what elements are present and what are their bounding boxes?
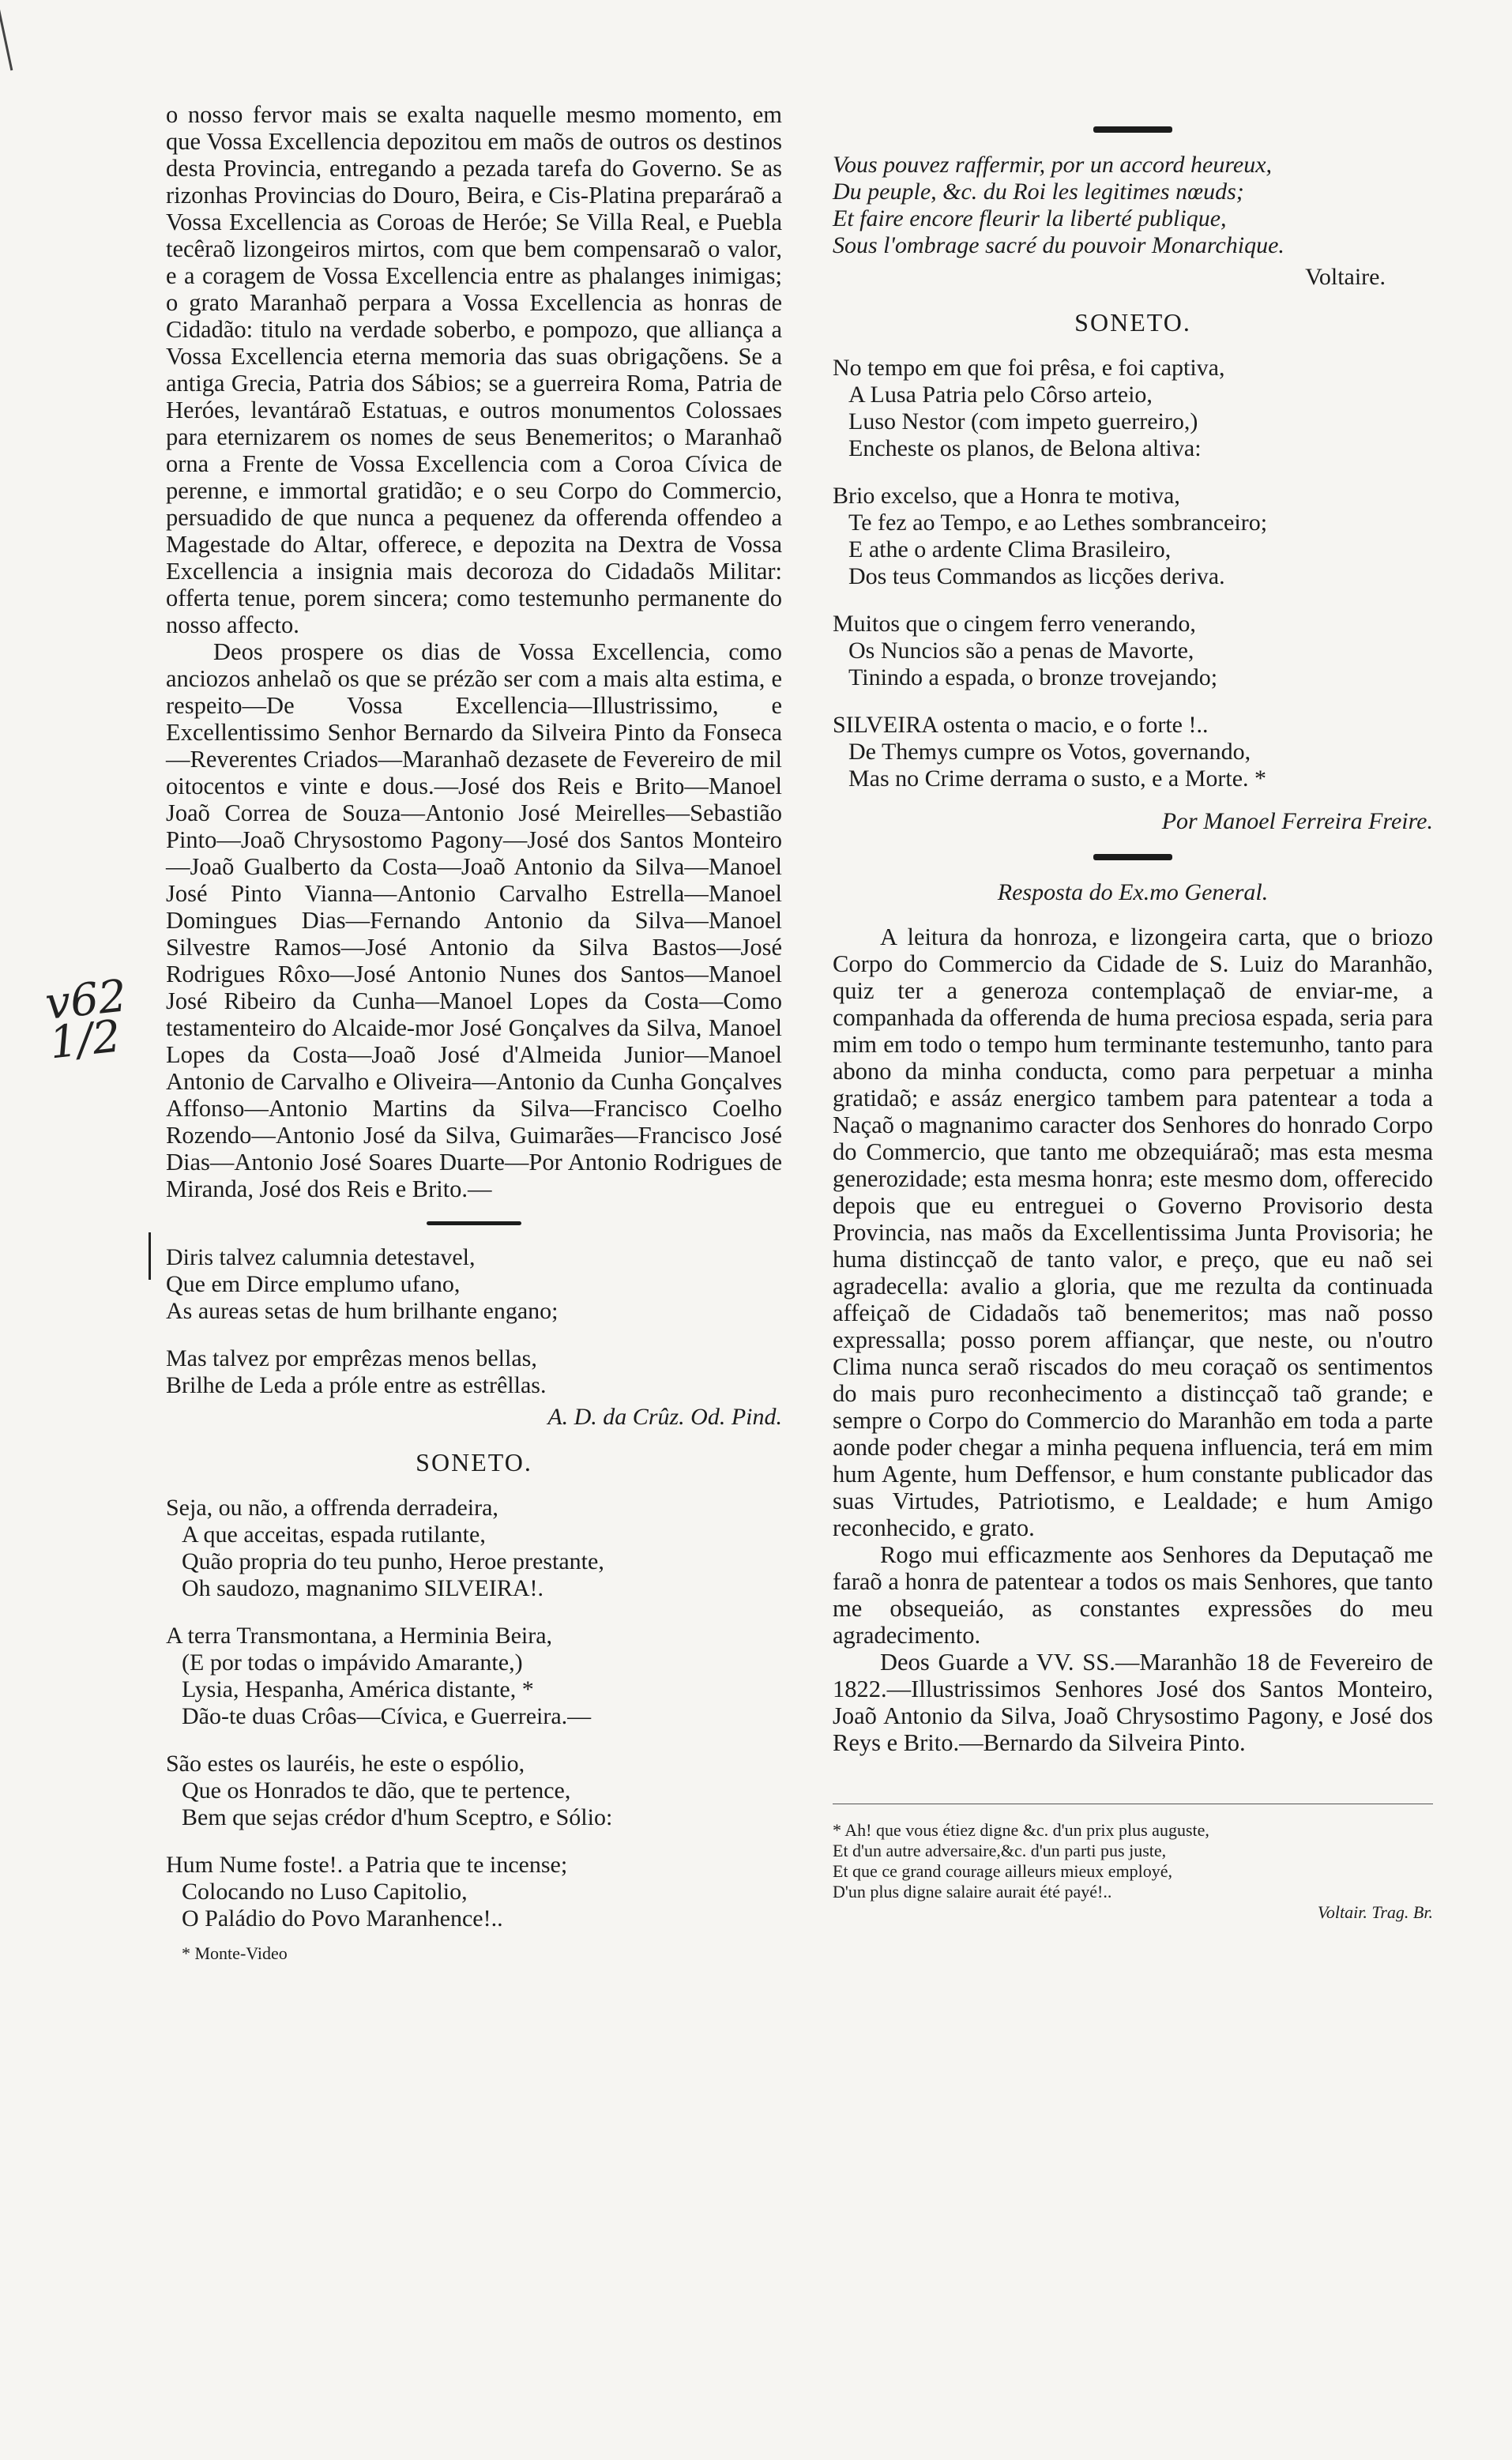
poem-stanza [166, 1345, 782, 1399]
verse-line: Os Nuncios são a penas de Mavorte, [848, 638, 1194, 664]
soneto-stanza [166, 1751, 782, 1831]
soneto-heading: SONETO. [416, 1448, 532, 1476]
verse-line: De Themys cumpre os Votos, governando, [848, 739, 1251, 765]
verse-line: (E por todas o impávido Amarante,) [182, 1649, 523, 1676]
verse-line: Dão-te duas Crôas—Cívica, e Guerreira.— [182, 1703, 592, 1729]
french-epigraph [833, 152, 1433, 259]
verse-line: E athe o ardente Clima Brasileiro, [848, 536, 1172, 562]
epigraph-attribution: Voltaire. [1305, 264, 1386, 290]
verse-line: Et faire encore fleurir la liberté publique, [833, 205, 1227, 231]
verse-line: A Lusa Patria pelo Côrso arteio, [848, 382, 1153, 408]
right-column [833, 152, 1433, 1923]
verse-line: SILVEIRA ostenta o macio, e o forte !.. [833, 712, 1209, 738]
resposta-heading: Resposta do Ex.mo General. [997, 879, 1269, 905]
footnote-line: * Ah! que vous étiez digne &c. d'un prix plus auguste, [833, 1820, 1209, 1840]
soneto-attribution: Por Manoel Ferreira Freire. [1161, 808, 1433, 834]
left-prose [166, 101, 782, 1202]
soneto-stanza [833, 712, 1433, 792]
verse-line: Hum Nume foste!. a Patria que te incense; [166, 1852, 568, 1878]
soneto-stanza [833, 355, 1433, 462]
soneto-stanza [833, 483, 1433, 590]
footnote-line: Et que ce grand courage ailleurs mieux employé, [833, 1861, 1173, 1881]
poem-stanza [166, 1244, 782, 1325]
page-edge-mark [0, 1, 13, 71]
section-divider [1093, 854, 1172, 860]
verse-line: Sous l'ombrage sacré du pouvoir Monarchique. [833, 232, 1284, 258]
verse-line: Que os Honrados te dão, que te pertence, [182, 1777, 571, 1804]
verse-line: Mas talvez por emprêzas menos bellas, [166, 1345, 537, 1371]
verse-line: Seja, ou não, a offrenda derradeira, [166, 1495, 498, 1521]
verse-line: No tempo em que foi prêsa, e foi captiva, [833, 355, 1225, 381]
verse-line: Muitos que o cingem ferro venerando, [833, 611, 1196, 637]
verse-line: Quão propria do teu punho, Heroe prestante, [182, 1548, 604, 1574]
verse-line: Brio excelso, que a Honra te motiva, [833, 483, 1180, 509]
verse-line: Mas no Crime derrama o susto, e a Morte. * [848, 765, 1267, 792]
verse-line: Vous pouvez raffermir, por un accord heureux, [833, 152, 1273, 178]
verse-line: Luso Nestor (com impeto guerreiro,) [848, 408, 1198, 434]
verse-line: Bem que sejas crédor d'hum Sceptro, e Sólio: [182, 1804, 613, 1830]
poem-attribution: A. D. da Crûz. Od. Pind. [547, 1404, 782, 1430]
soneto-stanza [166, 1623, 782, 1730]
verse-line: A terra Transmontana, a Herminia Beira, [166, 1623, 553, 1649]
footnote-line: D'un plus digne salaire aurait été payé!.. [833, 1882, 1112, 1901]
footnote-attribution: Voltair. Trag. Br. [1317, 1902, 1433, 1922]
verse-line: Que em Dirce emplumo ufano, [166, 1271, 461, 1297]
handwritten-margin-note: v62 1/2 [43, 970, 130, 1070]
section-divider [427, 1221, 521, 1225]
section-divider [1093, 126, 1172, 133]
verse-line: Brilhe de Leda a próle entre as estrêllas. [166, 1372, 547, 1398]
footnote: * Monte-Video [182, 1943, 288, 1963]
verse-line: Diris talvez calumnia detestavel, [166, 1244, 476, 1270]
soneto-stanza [166, 1495, 782, 1602]
verse-line: Dos teus Commandos as licções deriva. [848, 563, 1225, 589]
footnote-line: Et d'un autre adversaire,&c. d'un parti pus juste, [833, 1841, 1167, 1860]
verse-line: Oh saudozo, magnanimo SILVEIRA!. [182, 1575, 543, 1601]
resposta-signoff: Deos Guarde a VV. SS.—Maranhão 18 de Fevereiro de 1822.—Illustrissimos Senhores José dos Santos Monteiro, Joaõ Antonio da Silva, Joaõ Chrysostimo Pagony, e José dos Reys e Brito.—Bernardo da Silveira Pinto. [833, 1649, 1433, 1756]
verse-line: A que acceitas, espada rutilante, [182, 1522, 486, 1548]
resposta-prose [833, 923, 1433, 1756]
soneto-stanza [833, 611, 1433, 691]
resposta-paragraph: A leitura da honroza, e lizongeira carta, que o briozo Corpo do Commercio da Cidade de S. Luiz do Maranhão, quiz ter a generoza contemplaçaõ de enviar-me, a companhada da offerenda de huma preciosa espada, seria para mim em todo o tempo hum terminante testemunho, tanto para abono da minha conducta, como para perpetuar a minha gratidaõ; e assáz energico tambem para patentear a toda a Naçaõ o magnanimo caracter dos Senhores do honrado Corpo do Commercio, que tanto me obzequiáraõ; mas esta mesma generozidade; esta mesma honra; este mesmo dom, offerecido depois que eu entreguei o Governo Provisorio desta Provincia, nas maõs da Excellentissima Junta Provisoria; he huma distincçaõ de tanto valor, e preço, que eu naõ sei agradecella: avalio a gloria, que me rezulta da continuada affeiçaõ de Cidadaõs taõ benemeritos; mas naõ posso expressalla; posso porem affiançar, que neste, ou n'outro Clima nunca seraõ riscados do meu coraçaõ os sentimentos do mais puro reconhecimento a distincçaõ taõ grande; e sempre o Corpo do Commercio do Maranhão em toda a parte aonde poder chegar a minha pequena influencia, terá em mim hum Agente, hum Deffensor, e hum constante publicador das suas Virtudes, Patriotismo, e Lealdade; e hum Amigo reconhecido, e grato. [833, 923, 1433, 1541]
soneto-stanza [166, 1852, 782, 1932]
verse-line: Te fez ao Tempo, e ao Lethes sombranceiro; [848, 510, 1268, 536]
address-paragraph: o nosso fervor mais se exalta naquelle mesmo momento, em que Vossa Excellencia depozitou em maõs de outros os destinos desta Provincia, entregando a pezada tarefa do Governo. Se as rizonhas Provincias do Douro, Beira, e Cis-Platina preparáraõ a Vossa Excellencia as Coroas de Heróe; Se Villa Real, e Puebla tecêraõ lizongeiros mirtos, com que bem compensaraõ o valor, e a coragem de Vossa Excellencia entre as phalanges inimigas; o grato Maranhaõ perpara a Vossa Excellencia as honras de Cidadão: titulo na verdade soberbo, e pompozo, que alliança a Vossa Excellencia eterna memoria das suas obrigaçõens. Se a antiga Grecia, Patria dos Sábios; se a guerreira Roma, Patria de Heróes, levantáraõ Estatuas, e outros monumentos Colossaes para eternizarem os nomes de seus Benemeritos; o Maranhaõ orna a Frente de Vossa Excellencia com a Coroa Cívica de perenne, e immortal gratidão; e o seu Corpo do Commercio, persuadido de que nunca a pequenez da offerenda offendeo a Magestade do Altar, offerece, e depozita na Dextra de Vossa Excellencia a insignia mais decoroza do Cidadaõs Militar: offerta tenue, porem sincera; como testemunho permanente do nosso affecto. [166, 101, 782, 638]
signatories-paragraph: Deos prospere os dias de Vossa Excellencia, como anciozos anhelaõ os que se prézão ser com a mais alta estima, e respeito—De Vossa Excellencia—Illustrissimo, e Excellentissimo Senhor Bernardo da Silveira Pinto da Fonseca—Reverentes Criados—Maranhaõ dezasete de Fevereiro de mil oitocentos e vinte e dous.—José dos Reis e Brito—Manoel Joaõ Correa de Souza—Antonio José Meirelles—Sebastião Pinto—Joaõ Chrysostomo Pagony—José dos Santos Monteiro—Joaõ Gualberto da Costa—Joaõ Antonio da Silva—Manoel José Pinto Vianna—Antonio Carvalho Estrella—Manoel Domingues Dias—Fernando Antonio da Silva—Manoel Silvestre Ramos—José Antonio da Silva Bastos—José Rodrigues Rôxo—José Antonio Nunes dos Santos—Manoel José Ribeiro da Cunha—Manoel Lopes da Costa—Como testamenteiro do Alcaide-mor José Gonçalves da Silva, Manoel Lopes da Costa—Joaõ José d'Almeida Junior—Manoel Antonio de Carvalho e Oliveira—Antonio da Cunha Gonçalves Affonso—Antonio Martins da Silva—Francisco Coelho Rozendo—Antonio José da Silva, Guimarães—Francisco José Dias—Antonio José Soares Duarte—Por Antonio Rodrigues de Miranda, José dos Reis e Brito.— [166, 638, 782, 1202]
verse-line: São estes os lauréis, he este o espólio, [166, 1751, 525, 1777]
verse-line: Lysia, Hespanha, América distante, * [182, 1676, 534, 1702]
resposta-paragraph: Rogo mui efficazmente aos Senhores da Deputaçaõ me faraõ a honra de patentear a todos os mais Senhores, que tanto me obsequeiáo, as constantes expressões do meu agradecimento. [833, 1541, 1433, 1649]
verse-line: Encheste os planos, de Belona altiva: [848, 435, 1202, 461]
verse-line: Colocando no Luso Capitolio, [182, 1879, 468, 1905]
verse-line: O Paládio do Povo Maranhence!.. [182, 1905, 503, 1932]
margin-scribble [149, 1232, 151, 1280]
verse-line: Du peuple, &c. du Roi les legitimes nœuds; [833, 179, 1244, 205]
verse-line: Tinindo a espada, o bronze trovejando; [848, 664, 1218, 690]
soneto-heading: SONETO. [1074, 308, 1191, 337]
verse-line: As aureas setas de hum brilhante engano; [166, 1298, 559, 1324]
left-column [166, 101, 782, 1964]
footnotes [833, 1804, 1433, 1923]
